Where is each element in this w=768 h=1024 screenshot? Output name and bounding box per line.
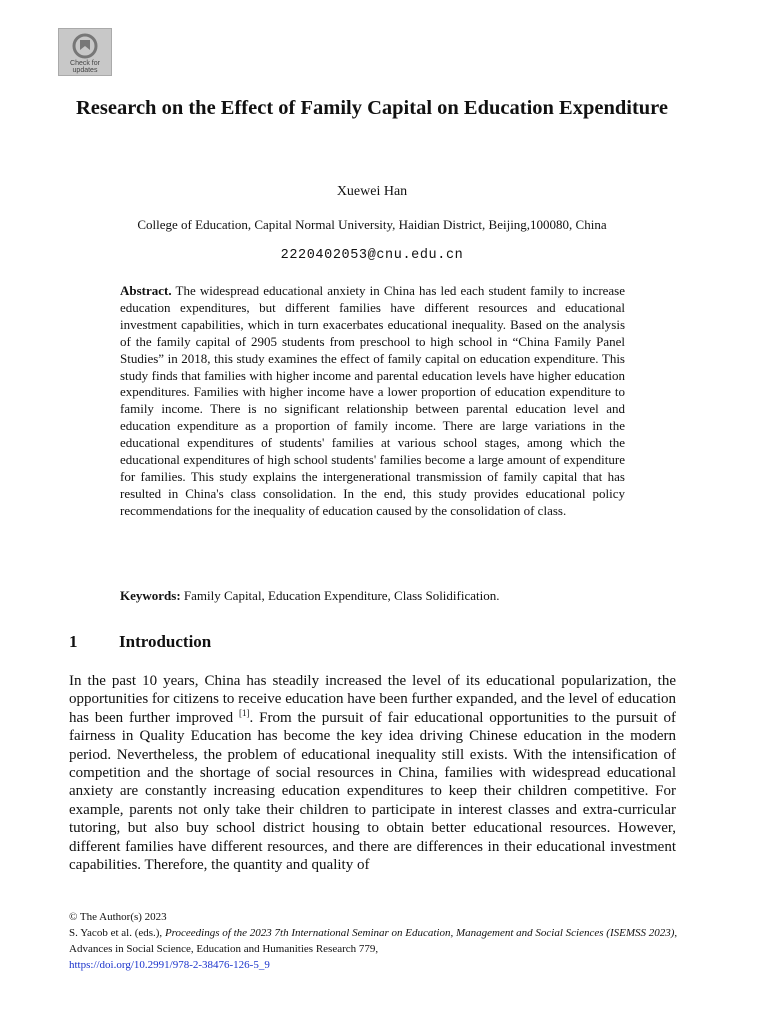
paper-title: Research on the Effect of Family Capital on Education Expenditure <box>75 97 669 119</box>
section-title: Introduction <box>119 632 212 651</box>
author-name: Xuewei Han <box>336 184 408 199</box>
citation-ref[interactable]: [1] <box>239 707 250 718</box>
doi-link[interactable]: https://doi.org/10.2991/978-2-38476-126-5_9 <box>69 959 270 971</box>
intro-paragraph <box>69 672 676 874</box>
author-affiliation: College of Education, Capital Normal University, Haidian District, Beijing,100080, China <box>137 217 607 232</box>
keywords-label: Keywords: <box>120 588 181 603</box>
section-heading <box>69 632 211 652</box>
keywords <box>120 587 625 604</box>
footer <box>69 909 679 973</box>
badge-line-1: Check for <box>70 60 100 67</box>
section-number: 1 <box>69 632 78 651</box>
editors-text: S. Yacob et al. (eds.), <box>69 927 165 939</box>
check-updates-icon <box>72 33 98 59</box>
keywords-text: Family Capital, Education Expenditure, Class Solidification. <box>183 588 500 603</box>
badge-label <box>65 60 105 74</box>
abstract-label: Abstract. <box>120 283 172 298</box>
intro-text-part2: . From the pursuit of fair educational opportunities to the pursuit of fairness in Quality Education has become the key idea driving Chinese education in the modern period. Nevertheless, the problem of educational inequality still exists. With the intensification of competition and the shortage of social resources in China, families with widespread educational anxiety are constantly increasing education expenditures to keep their children competitive. For example, parents not only take their children to participate in interest classes and extra-curricular tutoring, but also buy school district housing to obtain better educational resources. However, different families have different resources, and there are differences in their educational investment capabilities. Therefore, the quantity and quality of <box>69 709 676 874</box>
proceedings-title: Proceedings of the 2023 7th International Seminar on Education, Management and Social Sciences (ISEMSS 2023) <box>164 927 675 939</box>
check-for-updates-badge[interactable] <box>58 28 112 76</box>
abstract-text: The widespread educational anxiety in China has led each student family to increase education expenditures, but different families have different resources and educational investment capabilities, which in turn exacerbates educational inequality. Based on the analysis of the family capital of 2905 students from preschool to high school in “China Family Panel Studies” in 2018, this study examines the effect of family capital on education expenditure. This study finds that families with higher income and parental education levels have higher education expenditures. Families with higher income have a lower proportion of education expenditure to family income. There is no significant relationship between parental education level and education expenditure as a proportion of family income. There are large variations in the educational expenditures of students' families at various school stages, among which the educational expenditures of high school students' families become a large amount of expenditure for families. This study explains the intergenerational transmission of family capital that has resulted in China's class consolidation. In the end, this study provides educational policy recommendations for the inequality of education caused by the consolidation of class. <box>120 283 626 518</box>
author-email[interactable]: 2220402053@cnu.edu.cn <box>280 248 464 263</box>
series-text: , Advances in Social Science, Education and Humanities Research 779, <box>69 927 678 955</box>
abstract <box>120 283 625 520</box>
badge-line-2: updates <box>72 67 98 74</box>
intro-text-part1: In the past 10 years, China has steadily increased the level of its educational popularization, the opportunities for citizens to receive education have been further expanded, and the level of education has been further improved <box>69 673 676 726</box>
citation-line-1 <box>69 925 679 957</box>
copyright-line: © The Author(s) 2023 <box>69 911 167 923</box>
